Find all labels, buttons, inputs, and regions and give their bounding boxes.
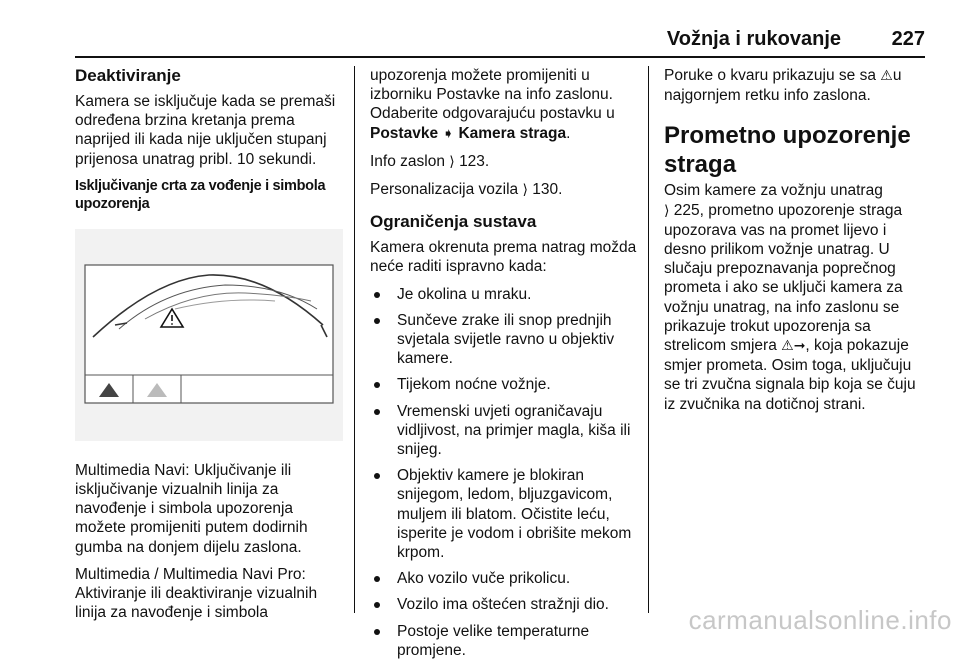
page-number: 227 (891, 28, 925, 50)
list-item (370, 622, 638, 660)
section-heading-rear-cross-traffic: Prometno upozorenje straga (664, 122, 911, 179)
list-item (370, 311, 638, 369)
column-middle (370, 66, 638, 667)
column-divider-right (648, 66, 649, 613)
list-item-text: Sunčeve zrake ili snop prednjih svjetala svijetle ravno u objektiv kamere. (397, 311, 615, 368)
bullet-icon (374, 629, 380, 635)
ref-text: Personalizacija vozila (370, 181, 519, 199)
list-item-text: Postoje velike temperaturne promjene. (397, 622, 590, 659)
camera-display-illustration (75, 229, 343, 441)
paragraph: Kamera okrenuta prema natrag možda neće raditi ispravno kada: (370, 239, 637, 276)
list-item-text: Ako vozilo vuče prikolicu. (397, 570, 571, 588)
list-item-text: Objektiv kamere je blokiran snijegom, ledom, bljuzgavicom, muljem ili blatom. Očistite leću, isperite je vodom i obrišite mekom krpom. (397, 467, 632, 562)
reference-arrow-icon: ⟩ (522, 182, 528, 199)
list-item (370, 402, 638, 460)
bullet-icon (374, 318, 380, 324)
paragraph (664, 66, 926, 105)
section-heading-deactivation: Deaktiviranje (75, 66, 181, 85)
page-header (75, 26, 925, 58)
bullet-icon (374, 602, 380, 608)
text: u najgornjem retku info zaslona. (664, 67, 902, 105)
bullet-icon (374, 382, 380, 388)
text: Poruke o kvaru prikazuju se sa (664, 67, 876, 84)
section-heading-limitations: Ograničenja sustava (370, 212, 537, 232)
reference-arrow-icon: ⟩ (449, 153, 455, 170)
list-item (370, 466, 638, 562)
text: upozorenja možete promijeniti u izborniku Postavke na info zaslonu. Odaberite odgovarajuću postavku u (370, 67, 615, 123)
paragraph: Multimedia / Multimedia Navi Pro: Aktiviranje ili deaktiviranje vizualnih linija za navođenje i simbola (75, 565, 318, 622)
page-ref[interactable]: 123. (459, 152, 490, 170)
warning-icon: ⚠ (880, 68, 893, 84)
subheading-guidelines: Isključivanje crta za vođenje i simbola upozorenja (75, 177, 326, 212)
list-item-text: Tijekom noćne vožnje. (397, 376, 551, 394)
reference-arrow-icon: ⟩ (664, 202, 670, 219)
page-ref[interactable]: 130. (532, 181, 563, 199)
text: , koja pokazuje smjer prometa. Osim toga, uključuju se tri zvučna signala bip koja se čuju iz zvučnika na dotičnoj strani. (664, 337, 916, 413)
bullet-icon (374, 473, 380, 479)
list-item-text: Vozilo ima oštećen stražnji dio. (397, 596, 609, 614)
arrow-icon: ➧ (442, 125, 455, 142)
bullet-icon (374, 576, 380, 582)
bullet-icon (374, 409, 380, 415)
list-item (370, 375, 638, 394)
watermark: carmanualsonline.info (688, 605, 952, 635)
column-divider-left (354, 66, 355, 613)
column-left (75, 66, 343, 630)
bullet-icon (374, 292, 380, 298)
paragraph: Multimedia Navi: Uključivanje ili isključivanje vizualnih linija za navođenje i simbola upozorenja možete promijeniti putem dodirnih gumba na donjem dijelu zaslona. (75, 461, 308, 556)
menu-settings: Postavke (370, 124, 439, 142)
paragraph-ref (370, 180, 638, 200)
paragraph-ref (370, 152, 638, 172)
traffic-alert-icon: ⚠➞ (781, 338, 806, 355)
column-right (664, 66, 926, 422)
list-item (370, 285, 638, 304)
text: 225, prometno upozorenje straga upozorava vas na promet lijevo i desno prilikom vožnje unatrag. U slučaju prepoznavanja poprečnog prometa i ako se uključi kamera za vožnju unatrag, na info zaslonu se prikazuje trokut upozorenja sa strelicom smjera (664, 201, 903, 355)
menu-path (370, 125, 566, 142)
limitations-list (370, 285, 638, 660)
list-item-text: Je okolina u mraku. (397, 285, 532, 303)
list-item (370, 569, 638, 588)
chapter-title: Vožnja i rukovanje (666, 28, 841, 50)
text: Osim kamere za vožnju unatrag (664, 182, 883, 200)
paragraph: Kamera se isključuje kada se premaši određena brzina kretanja prema naprijed ili kada nije uključen stupanj prijenosa unatrag pribl. 10 sekundi. (75, 93, 336, 168)
menu-rear-camera: Kamera straga (458, 124, 567, 142)
ref-text: Info zaslon (370, 152, 445, 170)
list-item-text: Vremenski uvjeti ograničavaju vidljivost, na primjer magla, kiša ili snijeg. (397, 402, 631, 459)
list-item (370, 595, 638, 614)
text: . (566, 124, 571, 142)
paragraph (370, 66, 638, 144)
camera-display-graphic (75, 229, 343, 441)
paragraph (664, 181, 926, 413)
